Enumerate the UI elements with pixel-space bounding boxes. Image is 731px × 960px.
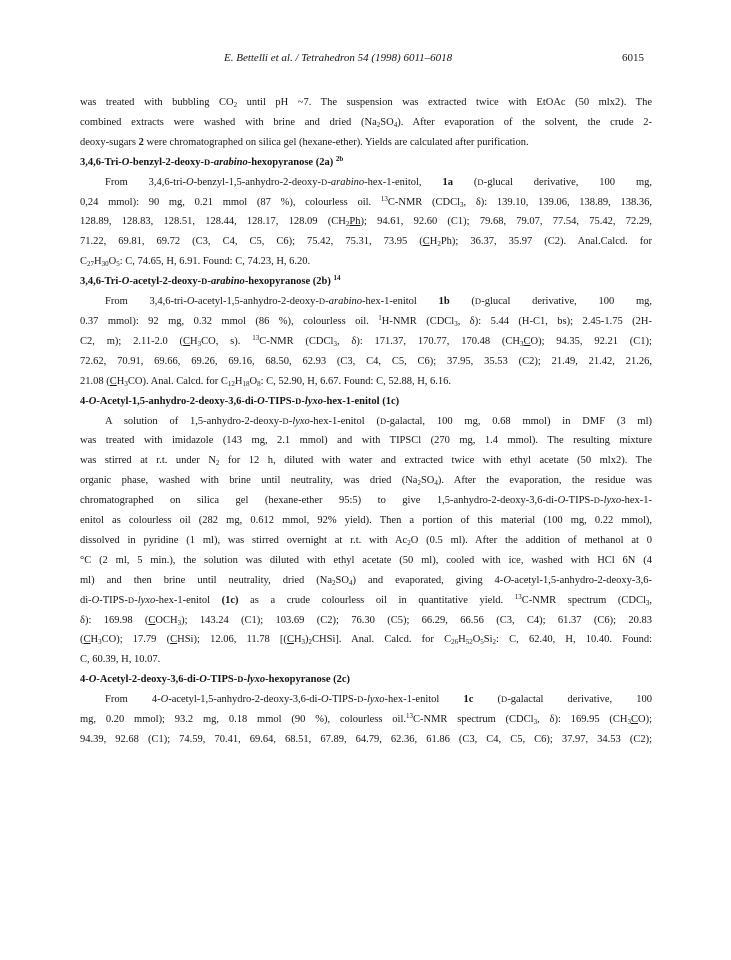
text-line: organic phase, washed with brine until neutrality, was dried $(Na_2SO_4)$. After the evaporation, the residue was [80,475,652,488]
text-line: 0,24 mmol): 90 mg, 0.21 mmol (87 %), colourless oil. $^{13}$C-NMR (CDCl$_3$, δ): 139.10, 139.06, 138.89, 138.36, [80,194,653,209]
compound-heading: 4-O-Acetyl-1,5-anhydro-2-deoxy-3,6-di-O-TIPS-D-lyxo-hex-1-enitol (1c) [80,395,400,407]
page-number: 6015 [622,52,644,64]
compound-heading: 4-O-Acetyl-2-deoxy-3,6-di-O-TIPS-D-lyxo-hexopyranose (2c) [80,674,351,686]
text-line: δ): 169.98 $(COCH_3)$; 143.24 (C1); 103.69 (C2); 76.30 (C5); 66.29, 66.56 (C3, C4); 61.37 (C6); 20.83 [80,614,652,627]
paragraph [80,412,652,671]
text-line: di-O-TIPS-D-lyxo-hex-1-enitol (1c) as a crude colourless oil in quantitative yield. $^{13}$C-NMR spectrum (CDCl$_3$, [80,592,652,607]
text-line: °C (2 ml, 5 min.), the solution was diluted with ethyl acetate (50 ml), cooled with ice, washed with HCl 6N (4 [80,554,652,566]
text-line: was treated with imidazole (143 mg, 2.1 mmol) and with TIPSCl (270 mg, 1.4 mmol). The resulting mixture [80,435,652,447]
text-line: 21.08 $(CH_3CO)$. Anal. Calcd. for $C_{12}H_{18}O_8$: C, 52.90, H, 6.67. Found: C, 52.88, H, 6.16. [80,375,452,388]
text-line: was treated with bubbling $CO_2$ until pH ~7. The suspension was extracted twice with EtOAc (50 mlx2). The [80,97,653,109]
running-head-citation: E. Bettelli et al. / Tetrahedron 54 (1998) 6011–6018 [224,52,453,64]
text-line: 0.37 mmol): 92 mg, 0.32 mmol (86 %), colourless oil. $^1$H-NMR (CDCl$_3$, δ): 5.44 (H-C1, bs); 2.45-1.75 (2H- [80,313,652,328]
compound-heading: 3,4,6-Tri-O-benzyl-2-deoxy-D-arabino-hexopyranose (2a) $^{2b}$ [80,154,344,168]
running-head [0,52,731,68]
text-line: deoxy-sugars 2 were chromatographed on silica gel (hexane-ether). Yields are calculated after purification. [80,136,529,148]
text-line: C, 60.39, H, 10.07. [80,654,161,666]
text-line: was stirred at r.t. under $N_2$ for 12 h, diluted with water and extracted twice with ethyl acetate (50 mlx2). The [80,455,652,468]
text-line: From 4-O-acetyl-1,5-anhydro-2-deoxy-3,6-di-O-TIPS-D-lyxo-hex-1-enitol 1c (D-galactal derivative, 100 [105,694,653,706]
text-line: 94.39, 92.68 (C1); 74.59, 70.41, 69.64, 68.51, 67.89, 64.79, 62.36, 61.86 (C3, C4, C5, C6); 37.97, 34.53 (C2); [80,734,652,745]
text-line: dissolved in pyridine (1 ml), was stirred overnight at r.t. with $Ac_2O$ (0.5 ml). After the addition of methanol at 0 [80,534,652,547]
paragraph [80,93,652,153]
text-line: From 3,4,6-tri-O-benzyl-1,5-anhydro-2-deoxy-D-arabino-hex-1-enitol, 1a (D-glucal derivative, 100 mg, [105,176,653,188]
text-line: $C_{27}H_{30}O_5$: C, 74.65, H, 6.91. Found: C, 74.23, H, 6.20. [80,256,311,269]
text-line: chromatographed on silica gel (hexane-ether 95:5) to give 1,5-anhydro-2-deoxy-3,6-di-O-TIPS-D-lyxo-hex-1- [80,495,652,507]
text-line: C2, m); 2.11-2.0 ($CH_3CO$, s). $^{13}$C-NMR (CDCl$_3$, δ): 171.37, 170.77, 170.48 $(CH_3CO)$; 94.35, 92.21 (C1); [80,333,652,348]
experimental-section-body [80,93,652,750]
text-line: A solution of 1,5-anhydro-2-deoxy-D-lyxo-hex-1-enitol (D-galactal, 100 mg, 0.68 mmol) in DMF (3 ml) [105,415,652,427]
text-line: ml) and then brine until neutrality, dried $(Na_2SO_4)$ and evaporated, giving 4-O-acetyl-1,5-anhydro-2-deoxy-3,6- [80,574,653,587]
paragraph [80,690,652,750]
text-line: mg, 0.20 mmol); 93.2 mg, 0.18 mmol (90 %), colourless oil.$^{13}$C-NMR spectrum (CDCl$_3$, δ): 169.95 $(CH_3CO)$; [80,712,652,727]
compound-heading: 3,4,6-Tri-O-acetyl-2-deoxy-D-arabino-hexopyranose (2b) $^{14}$ [80,274,341,288]
paragraph [80,173,652,273]
text-line: $(CH_3CO)$; 17.79 (CHSi); 12.06, 11.78 $[(CH_3)_2CHSi]$. Anal. Calcd. for $C_{26}H_{52}O_5Si_2$: C, 62.40, H, 10.40. Found: [80,634,653,647]
paragraph [80,292,652,392]
text-line: 128.89, 128.83, 128.51, 128.44, 128.17, 128.09 $(CH_2Ph)$; 94.61, 92.60 (C1); 79.68, 79.07, 77.54, 75.42, 72.29, [80,216,653,229]
text-line: 72.62, 70.91, 69.66, 69.26, 69.16, 68.50, 62.93 (C3, C4, C5, C6); 37.95, 35.53 (C2); 21.49, 21.42, 21.26, [80,355,652,367]
text-line: 71.22, 69.81, 69.72 (C3, C4, C5, C6); 75.42, 75.31, 73.95 $(CH_2Ph)$; 36.37, 35.97 (C2). Anal.Calcd. for [80,236,652,249]
text-line: enitol as colourless oil (282 mg, 0.612 mmol, 92% yield). Then a portion of this material (100 mg, 0.22 mmol), [80,515,652,527]
text-line: combined extracts were washed with brine and dried $(Na_2SO_4)$. After evaporation of the solvent, the crude 2- [80,116,652,129]
text-line: From 3,4,6-tri-O-acetyl-1,5-anhydro-2-deoxy-D-arabino-hex-1-enitol 1b (D-glucal derivative, 100 mg, [105,296,652,308]
